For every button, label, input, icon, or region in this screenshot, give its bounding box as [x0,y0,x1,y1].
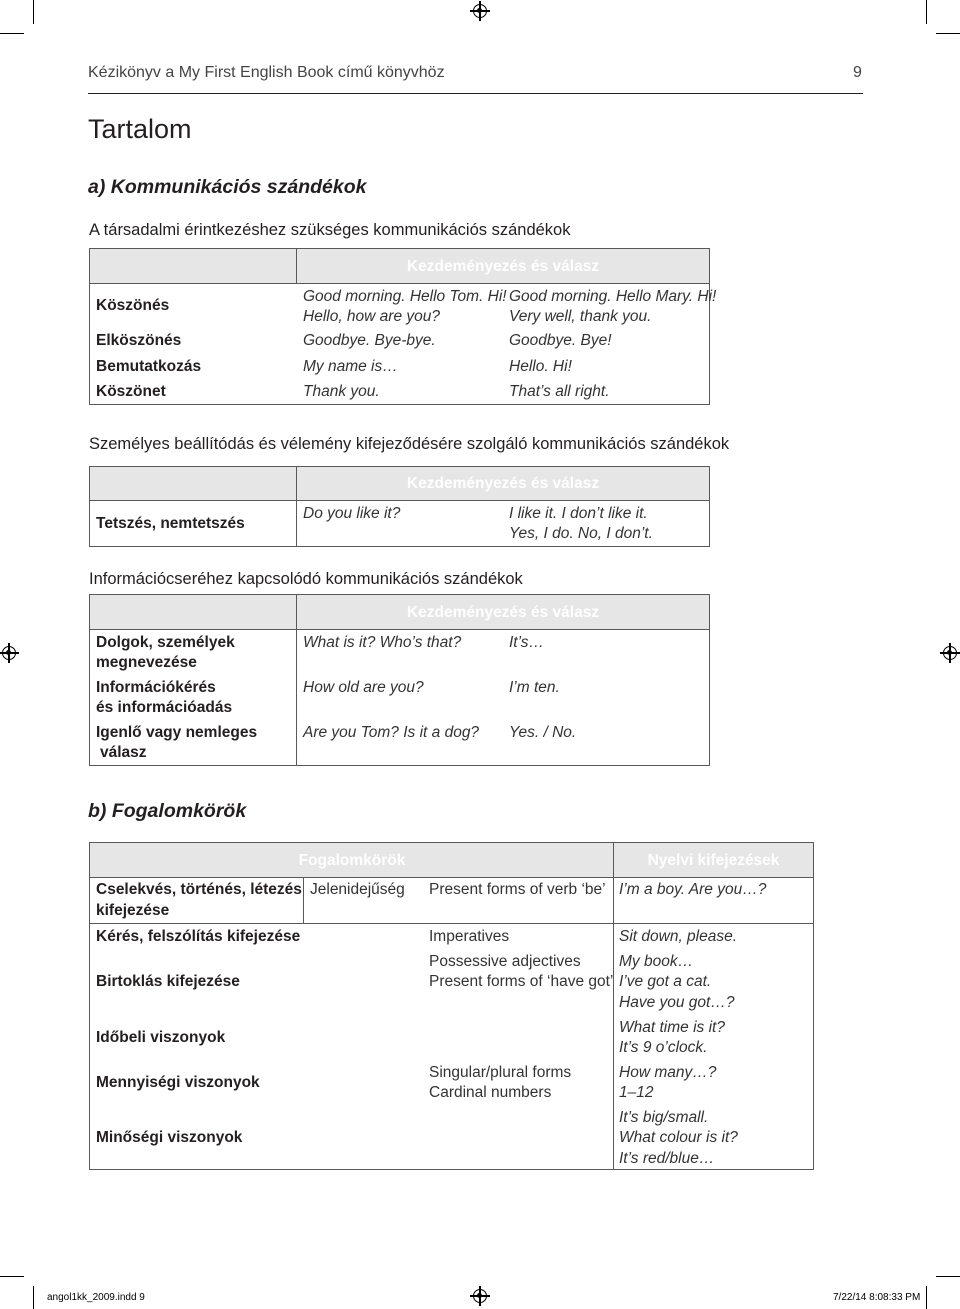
initiation-text: Hello, how are you? [303,308,440,325]
row-label: Cselekvés, történés, létezés [96,881,302,898]
table2-caption: Személyes beállítódás és vélemény kifejeződésére szolgáló kommunikációs szándékok [89,435,730,453]
crop-mark [33,1286,34,1309]
crop-mark [926,1286,927,1309]
expression-text: My book… [619,953,694,970]
table-divider [89,923,814,924]
expression-text: It’s red/blue… [619,1150,715,1167]
response-text: Good morning. Hello Mary. Hi! [509,288,717,305]
initiation-text: Do you like it? [303,505,401,522]
row-label: Időbeli viszonyok [96,1029,226,1046]
expression-text: 1–12 [619,1084,654,1101]
response-text: Goodbye. Bye! [509,332,612,349]
response-text: Very well, thank you. [509,308,652,325]
table3-caption: Információcseréhez kapcsolódó kommunikációs szándékok [89,570,523,588]
footer-filename: angol1kk_2009.indd 9 [47,1292,145,1303]
expression-text: What colour is it? [619,1129,738,1146]
table1-header: Kezdeményezés és válasz [406,258,600,275]
table1-caption: A társadalmi érintkezéshez szükséges kommunikációs szándékok [89,221,571,239]
crop-mark [936,1276,960,1277]
table4-header-expressions: Nyelvi kifejezések [647,852,780,869]
table3-header: Kezdeményezés és válasz [406,604,600,621]
initiation-text: My name is… [303,358,398,375]
header-rule [88,93,863,94]
crop-mark [936,33,960,34]
initiation-text: Thank you. [303,383,380,400]
expression-text: Have you got…? [619,994,735,1011]
running-title: Kézikönyv a My First English Book című könyvhöz [88,64,445,81]
table4-header-concepts: Fogalomkörök [298,852,406,869]
grammar-form: Cardinal numbers [429,1084,552,1101]
initiation-text: How old are you? [303,679,424,696]
grammar-form: Present forms of verb ‘be’ [429,881,606,898]
initiation-text: Good morning. Hello Tom. Hi! [303,288,507,305]
expression-text: Sit down, please. [619,928,738,945]
table-divider [613,842,614,1170]
crop-mark [33,0,34,24]
grammar-form: Imperatives [429,928,510,945]
row-label: Igenlő vagy nemleges [96,724,258,741]
page-title: Tartalom [88,114,192,144]
row-label: Birtoklás kifejezése [96,973,240,990]
table2-header: Kezdeményezés és válasz [406,475,600,492]
response-text: Yes. / No. [509,724,577,741]
table-divider [89,877,814,878]
row-label: és információadás [96,699,233,716]
response-text: I’m ten. [509,679,560,696]
concept-sub: Jelenidejűség [310,881,405,898]
row-label: Köszönés [96,297,170,314]
initiation-text: What is it? Who’s that? [303,634,462,651]
initiation-text: Are you Tom? Is it a dog? [303,724,480,741]
response-text: I like it. I don’t like it. [509,505,648,522]
row-label: Köszönet [96,383,166,400]
expression-text: What time is it? [619,1019,725,1036]
expression-text: How many…? [619,1064,717,1081]
row-label: megnevezése [96,654,197,671]
row-label: Tetszés, nemtetszés [96,515,245,532]
table-divider [89,283,710,284]
table-divider [89,500,710,501]
table-divider [89,629,710,630]
row-label: kifejezése [96,902,170,919]
response-text: It’s… [509,634,545,651]
page-number: 9 [853,64,862,81]
registration-mark-icon [473,1289,487,1303]
response-text: Hello. Hi! [509,358,572,375]
grammar-form: Singular/plural forms [429,1064,572,1081]
row-label: Dolgok, személyek [96,634,235,651]
row-label: válasz [100,744,147,761]
response-text: That’s all right. [509,383,610,400]
grammar-form: Possessive adjectives [429,953,581,970]
registration-mark-icon [2,646,16,660]
expression-text: It’s big/small. [619,1109,709,1126]
expression-text: I’ve got a cat. [619,973,712,990]
registration-mark-icon [473,4,487,18]
crop-mark [0,33,24,34]
section-heading-a: a) Kommunikációs szándékok [88,176,367,198]
expression-text: It’s 9 o’clock. [619,1039,708,1056]
footer-timestamp: 7/22/14 8:08:33 PM [833,1292,921,1303]
grammar-form: Present forms of ‘have got’ [429,973,614,990]
registration-mark-icon [943,646,957,660]
expression-text: I’m a boy. Are you…? [619,881,767,898]
row-label: Információkérés [96,679,216,696]
row-label: Mennyiségi viszonyok [96,1074,260,1091]
row-label: Bemutatkozás [96,358,202,375]
row-label: Minőségi viszonyok [96,1129,243,1146]
initiation-text: Goodbye. Bye-bye. [303,332,436,349]
section-heading-b: b) Fogalomkörök [88,800,247,822]
response-text: Yes, I do. No, I don’t. [509,525,653,542]
crop-mark [0,1276,24,1277]
table-divider [303,877,304,923]
row-label: Elköszönés [96,332,182,349]
crop-mark [926,0,927,24]
row-label: Kérés, felszólítás kifejezése [96,928,301,945]
